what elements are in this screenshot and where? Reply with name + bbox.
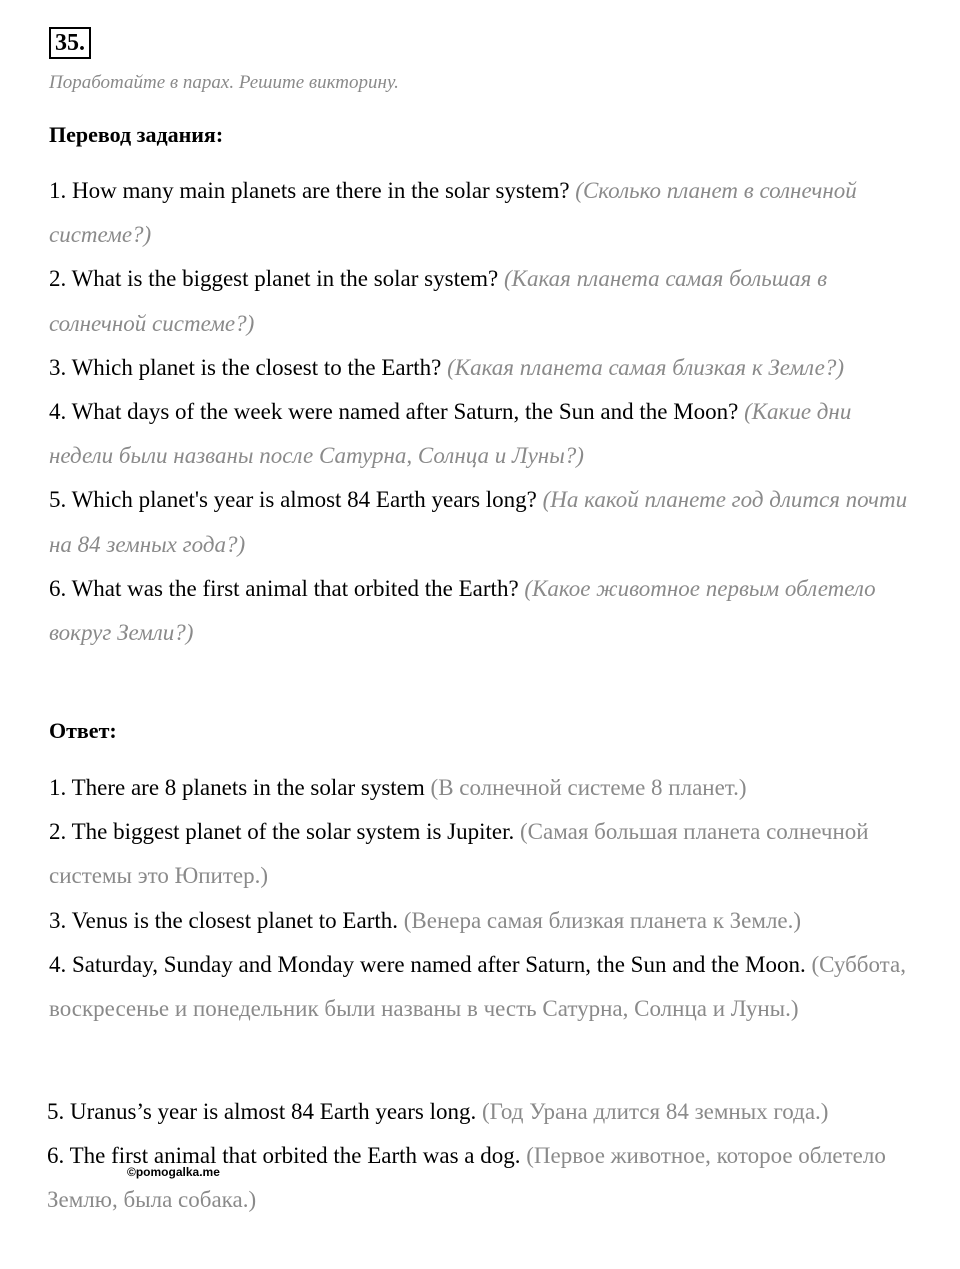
answers-list-top <box>49 766 919 1031</box>
answer-2-en: 2. The biggest planet of the solar system is Jupiter. <box>49 819 515 845</box>
question-4 <box>49 390 919 478</box>
question-1 <box>49 169 919 257</box>
answer-1 <box>49 766 919 810</box>
watermark: ©pomogalka.me <box>127 1165 220 1179</box>
answer-3-en: 3. Venus is the closest planet to Earth. <box>49 907 398 933</box>
answer-3 <box>49 899 919 943</box>
answer-6-ru: (Первое животное, которое облетело Землю, была собака.) <box>47 1143 886 1213</box>
answer-6-en: 6. The first animal that orbited the Earth was a dog. <box>47 1143 521 1169</box>
question-3 <box>49 346 919 390</box>
question-1-ru: (Сколько планет в солнечной системе?) <box>49 178 857 248</box>
question-5-en: 5. Which planet's year is almost 84 Earth years long? <box>49 487 537 513</box>
question-4-ru: (Какие дни недели были названы после Сатурна, Солнца и Луны?) <box>49 399 852 469</box>
answer-1-en: 1. There are 8 planets in the solar system <box>49 775 425 800</box>
answer-5 <box>47 1090 917 1134</box>
question-2-en: 2. What is the biggest planet in the solar system? <box>49 266 499 292</box>
question-5 <box>49 478 919 566</box>
answer-1-ru: (В солнечной системе 8 планет.) <box>430 775 747 800</box>
answer-2-ru: (Самая большая планета солнечной системы это Юпитер.) <box>49 819 869 889</box>
question-3-ru: (Какая планета самая близкая к Земле?) <box>447 354 845 380</box>
questions-list <box>49 169 919 655</box>
answer-4-ru: (Суббота, воскресенье и понедельник были названы в честь Сатурна, Солнца и Луны.) <box>49 951 906 1022</box>
translation-heading: Перевод задания: <box>49 122 224 147</box>
question-5-ru: (На какой планете год длится почти на 84 земных года?) <box>49 487 908 557</box>
question-2-ru: (Какая планета самая большая в солнечной системе?) <box>49 266 828 336</box>
question-2 <box>49 257 919 345</box>
task-number: 35. <box>49 27 91 59</box>
question-1-en: 1. How many main planets are there in the solar system? <box>49 178 570 203</box>
question-4-en: 4. What days of the week were named after Saturn, the Sun and the Moon? <box>49 399 739 425</box>
question-6-ru: (Какое животное первым облетело вокруг Земли?) <box>49 575 876 646</box>
instruction-text: Поработайте в парах. Решите викторину. <box>49 72 399 93</box>
answer-5-ru: (Год Урана длится 84 земных года.) <box>482 1099 829 1124</box>
answer-2 <box>49 810 919 898</box>
question-6 <box>49 567 919 655</box>
answer-5-en: 5. Uranus’s year is almost 84 Earth years long. <box>47 1099 477 1124</box>
answer-3-ru: (Венера самая близкая планета к Земле.) <box>403 907 802 933</box>
answers-list-bottom <box>47 1090 917 1223</box>
answer-4-en: 4. Saturday, Sunday and Monday were named after Saturn, the Sun and the Moon. <box>49 951 806 977</box>
question-6-en: 6. What was the first animal that orbited the Earth? <box>49 575 519 601</box>
question-3-en: 3. Which planet is the closest to the Earth? <box>49 354 442 380</box>
answer-heading: Ответ: <box>49 718 117 743</box>
answer-4 <box>49 943 919 1031</box>
